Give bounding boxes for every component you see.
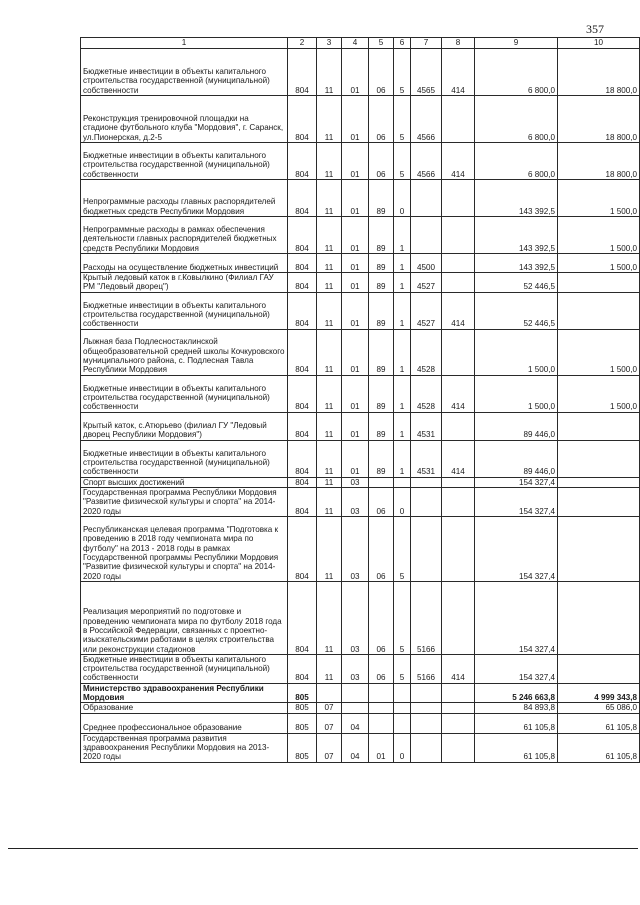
header-cell: 8 [442,38,475,49]
table-row [81,581,640,654]
amount-cell: 18 800,0 [558,49,640,96]
row-name-cell: Бюджетные инвестиции в объекты капитального строительства государственной (муниципальной) собственности [81,292,288,329]
code-cell: 804 [288,654,317,683]
section-cell: 11 [317,375,342,412]
row-name-cell: Непрограммные расходы в рамках обеспечения деятельности главных распорядителей бюджетных средств Республики Мордовия [81,217,288,254]
expense-type-cell [442,683,475,703]
row-name-cell: Бюджетные инвестиции в объекты капитального строительства государственной (муниципальной) собственности [81,440,288,477]
amount-cell: 6 800,0 [475,49,558,96]
section-cell: 11 [317,254,342,273]
program-cell: 01 [369,733,394,762]
subprogram-cell: 0 [394,180,411,217]
subprogram-cell: 5 [394,516,411,581]
expense-type-cell: 414 [442,654,475,683]
table-row [81,254,640,273]
target-item-cell: 4527 [411,273,442,293]
subsection-cell: 03 [342,477,369,487]
table-row [81,440,640,477]
target-item-cell [411,487,442,516]
row-name-cell: Образование [81,703,288,713]
amount-cell: 154 327,4 [475,477,558,487]
subsection-cell: 03 [342,516,369,581]
table-row [81,180,640,217]
amount-cell: 61 105,8 [475,713,558,733]
target-item-cell: 4566 [411,96,442,143]
expense-type-cell: 414 [442,292,475,329]
row-name-cell: Крытый каток, с.Атюрьево (филиал ГУ "Ледовый дворец Республики Мордовия") [81,412,288,440]
table-row [81,49,640,96]
code-cell: 804 [288,440,317,477]
table-row [81,713,640,733]
subsection-cell: 01 [342,292,369,329]
program-cell [369,703,394,713]
code-cell: 805 [288,683,317,703]
row-name-cell: Спорт высших достижений [81,477,288,487]
section-cell [317,683,342,703]
target-item-cell [411,713,442,733]
target-item-cell: 4500 [411,254,442,273]
expense-type-cell: 414 [442,49,475,96]
expense-type-cell [442,217,475,254]
amount-cell: 6 800,0 [475,96,558,143]
row-name-cell: Лыжная база Подлесностаклинской общеобразовательной средней школы Кочкуровского муниципального района, с. Подлесная Тавла Республики Мордовия [81,329,288,375]
program-cell: 89 [369,180,394,217]
section-cell: 07 [317,733,342,762]
subsection-cell: 03 [342,581,369,654]
subprogram-cell: 1 [394,375,411,412]
expense-type-cell [442,180,475,217]
amount-cell: 1 500,0 [558,180,640,217]
subsection-cell [342,683,369,703]
subprogram-cell [394,477,411,487]
amount-cell: 89 446,0 [475,440,558,477]
code-cell: 805 [288,733,317,762]
subprogram-cell: 5 [394,143,411,180]
subprogram-cell: 1 [394,273,411,293]
header-cell: 5 [369,38,394,49]
amount-cell: 1 500,0 [475,375,558,412]
table-row [81,292,640,329]
section-cell: 11 [317,477,342,487]
section-cell: 11 [317,581,342,654]
header-cell: 1 [81,38,288,49]
code-cell: 804 [288,273,317,293]
target-item-cell: 4565 [411,49,442,96]
expense-type-cell [442,733,475,762]
subsection-cell: 01 [342,49,369,96]
section-cell: 11 [317,412,342,440]
table-row [81,217,640,254]
target-item-cell [411,516,442,581]
target-item-cell: 4566 [411,143,442,180]
row-name-cell: Бюджетные инвестиции в объекты капитального строительства государственной (муниципальной) собственности [81,143,288,180]
subsection-cell: 01 [342,180,369,217]
amount-cell [558,440,640,477]
expense-type-cell [442,329,475,375]
subsection-cell: 03 [342,654,369,683]
code-cell: 804 [288,477,317,487]
target-item-cell [411,703,442,713]
row-name-cell: Бюджетные инвестиции в объекты капитального строительства государственной (муниципальной) собственности [81,49,288,96]
target-item-cell [411,180,442,217]
section-cell: 11 [317,96,342,143]
section-cell: 11 [317,329,342,375]
row-name-cell: Республиканская целевая программа "Подготовка к проведению в 2018 году чемпионата мира по футболу" на 2013 - 2018 годы в рамках Государственной программы Республики Мордовия "Развитие физической культуры и спорта" на 2014-2020 годы [81,516,288,581]
subsection-cell: 01 [342,412,369,440]
expense-type-cell [442,703,475,713]
program-cell: 06 [369,49,394,96]
expense-type-cell [442,96,475,143]
program-cell: 89 [369,292,394,329]
target-item-cell [411,733,442,762]
target-item-cell: 4531 [411,412,442,440]
table-row [81,516,640,581]
subprogram-cell: 1 [394,329,411,375]
bottom-rule [8,848,638,849]
section-cell: 11 [317,292,342,329]
amount-cell: 52 446,5 [475,273,558,293]
amount-cell: 1 500,0 [558,254,640,273]
amount-cell: 61 105,8 [558,733,640,762]
expense-type-cell [442,581,475,654]
subprogram-cell [394,713,411,733]
section-cell: 11 [317,440,342,477]
header-cell: 9 [475,38,558,49]
expense-type-cell [442,254,475,273]
target-item-cell [411,683,442,703]
header-cell: 6 [394,38,411,49]
amount-cell: 154 327,4 [475,581,558,654]
subsection-cell: 01 [342,273,369,293]
subprogram-cell: 0 [394,487,411,516]
page-number: 357 [586,22,604,36]
subsection-cell: 01 [342,217,369,254]
section-cell: 11 [317,217,342,254]
program-cell: 06 [369,96,394,143]
subsection-cell: 01 [342,254,369,273]
amount-cell: 6 800,0 [475,143,558,180]
amount-cell: 143 392,5 [475,217,558,254]
subprogram-cell: 1 [394,412,411,440]
section-cell: 11 [317,654,342,683]
amount-cell: 143 392,5 [475,254,558,273]
code-cell: 804 [288,180,317,217]
row-name-cell: Бюджетные инвестиции в объекты капитального строительства государственной (муниципальной) собственности [81,375,288,412]
code-cell: 804 [288,329,317,375]
row-name-cell: Расходы на осуществление бюджетных инвестиций [81,254,288,273]
amount-cell: 18 800,0 [558,143,640,180]
row-name-cell: Непрограммные расходы главных распорядителей бюджетных средств Республики Мордовия [81,180,288,217]
row-name-cell: Крытый ледовый каток в г.Ковылкино (Филиал ГАУ РМ "Ледовый дворец") [81,273,288,293]
code-cell: 804 [288,516,317,581]
amount-cell [558,477,640,487]
amount-cell [558,654,640,683]
subprogram-cell [394,703,411,713]
program-cell: 89 [369,217,394,254]
subprogram-cell: 1 [394,217,411,254]
code-cell: 804 [288,375,317,412]
table-row [81,375,640,412]
table-row [81,329,640,375]
subprogram-cell [394,683,411,703]
row-name-cell: Министерство здравоохранения Республики Мордовия [81,683,288,703]
code-cell: 804 [288,96,317,143]
subprogram-cell: 5 [394,49,411,96]
table-row [81,733,640,762]
program-cell: 06 [369,487,394,516]
table-row [81,683,640,703]
amount-cell: 5 246 663,8 [475,683,558,703]
expense-type-cell [442,516,475,581]
header-cell: 4 [342,38,369,49]
amount-cell: 18 800,0 [558,96,640,143]
amount-cell: 1 500,0 [558,217,640,254]
header-cell: 7 [411,38,442,49]
header-cell: 2 [288,38,317,49]
amount-cell: 65 086,0 [558,703,640,713]
subsection-cell: 03 [342,487,369,516]
row-name-cell: Государственная программа развития здравоохранения Республики Мордовия на 2013-2020 годы [81,733,288,762]
amount-cell: 154 327,4 [475,487,558,516]
program-cell: 06 [369,581,394,654]
code-cell: 805 [288,713,317,733]
row-name-cell: Бюджетные инвестиции в объекты капитального строительства государственной (муниципальной) собственности [81,654,288,683]
amount-cell: 1 500,0 [558,329,640,375]
subprogram-cell: 0 [394,733,411,762]
subsection-cell: 04 [342,713,369,733]
amount-cell: 154 327,4 [475,654,558,683]
expense-type-cell: 414 [442,143,475,180]
row-name-cell: Реализация мероприятий по подготовке и проведению чемпионата мира по футболу 2018 года в Российской Федерации, связанных с проектно-изыскательскими работами в целях строительства или реконструкции стадионов [81,581,288,654]
amount-cell: 143 392,5 [475,180,558,217]
row-name-cell: Реконструкция тренировочной площадки на стадионе футбольного клуба "Мордовия", г. Саранск, ул.Пионерская, д.2-5 [81,96,288,143]
amount-cell: 61 105,8 [475,733,558,762]
program-cell: 89 [369,440,394,477]
subprogram-cell: 5 [394,96,411,143]
program-cell: 89 [369,412,394,440]
budget-table [80,37,640,763]
program-cell: 06 [369,143,394,180]
code-cell: 804 [288,254,317,273]
expense-type-cell [442,477,475,487]
code-cell: 804 [288,49,317,96]
subprogram-cell: 1 [394,440,411,477]
subprogram-cell: 1 [394,254,411,273]
target-item-cell: 4528 [411,375,442,412]
program-cell: 06 [369,516,394,581]
expense-type-cell: 414 [442,440,475,477]
amount-cell: 61 105,8 [558,713,640,733]
target-item-cell: 5166 [411,654,442,683]
program-cell [369,683,394,703]
amount-cell [558,516,640,581]
table-body [81,38,640,763]
section-cell: 11 [317,143,342,180]
section-cell: 07 [317,713,342,733]
subprogram-cell: 5 [394,654,411,683]
table-row [81,273,640,293]
amount-cell [558,412,640,440]
code-cell: 804 [288,487,317,516]
amount-cell [558,273,640,293]
subsection-cell: 01 [342,375,369,412]
section-cell: 11 [317,487,342,516]
table-row [81,703,640,713]
section-cell: 11 [317,49,342,96]
table-row [81,412,640,440]
amount-cell: 1 500,0 [475,329,558,375]
amount-cell: 1 500,0 [558,375,640,412]
subsection-cell: 01 [342,96,369,143]
section-cell: 11 [317,516,342,581]
code-cell: 805 [288,703,317,713]
subsection-cell: 01 [342,440,369,477]
target-item-cell: 4528 [411,329,442,375]
expense-type-cell [442,487,475,516]
expense-type-cell [442,412,475,440]
amount-cell: 4 999 343,8 [558,683,640,703]
amount-cell: 89 446,0 [475,412,558,440]
amount-cell [558,487,640,516]
amount-cell: 52 446,5 [475,292,558,329]
section-cell: 07 [317,703,342,713]
table-row [81,143,640,180]
header-cell: 3 [317,38,342,49]
table-row [81,654,640,683]
amount-cell: 84 893,8 [475,703,558,713]
program-cell [369,477,394,487]
program-cell: 89 [369,329,394,375]
target-item-cell [411,217,442,254]
row-name-cell: Среднее профессиональное образование [81,713,288,733]
section-cell: 11 [317,273,342,293]
header-cell: 10 [558,38,640,49]
subsection-cell: 01 [342,329,369,375]
row-name-cell: Государственная программа Республики Мордовия "Развитие физической культуры и спорта" на 2014-2020 годы [81,487,288,516]
expense-type-cell [442,713,475,733]
target-item-cell: 4531 [411,440,442,477]
code-cell: 804 [288,292,317,329]
program-cell: 89 [369,375,394,412]
subsection-cell: 04 [342,733,369,762]
program-cell [369,713,394,733]
table-row [81,96,640,143]
subsection-cell: 01 [342,143,369,180]
section-cell: 11 [317,180,342,217]
code-cell: 804 [288,217,317,254]
program-cell: 06 [369,654,394,683]
amount-cell [558,292,640,329]
expense-type-cell: 414 [442,375,475,412]
table-row [81,487,640,516]
subsection-cell [342,703,369,713]
program-cell: 89 [369,273,394,293]
target-item-cell: 5166 [411,581,442,654]
target-item-cell [411,477,442,487]
subprogram-cell: 5 [394,581,411,654]
amount-cell: 154 327,4 [475,516,558,581]
target-item-cell: 4527 [411,292,442,329]
expense-type-cell [442,273,475,293]
code-cell: 804 [288,143,317,180]
amount-cell [558,581,640,654]
subprogram-cell: 1 [394,292,411,329]
code-cell: 804 [288,412,317,440]
code-cell: 804 [288,581,317,654]
table-header-row [81,38,640,49]
table-row [81,477,640,487]
program-cell: 89 [369,254,394,273]
